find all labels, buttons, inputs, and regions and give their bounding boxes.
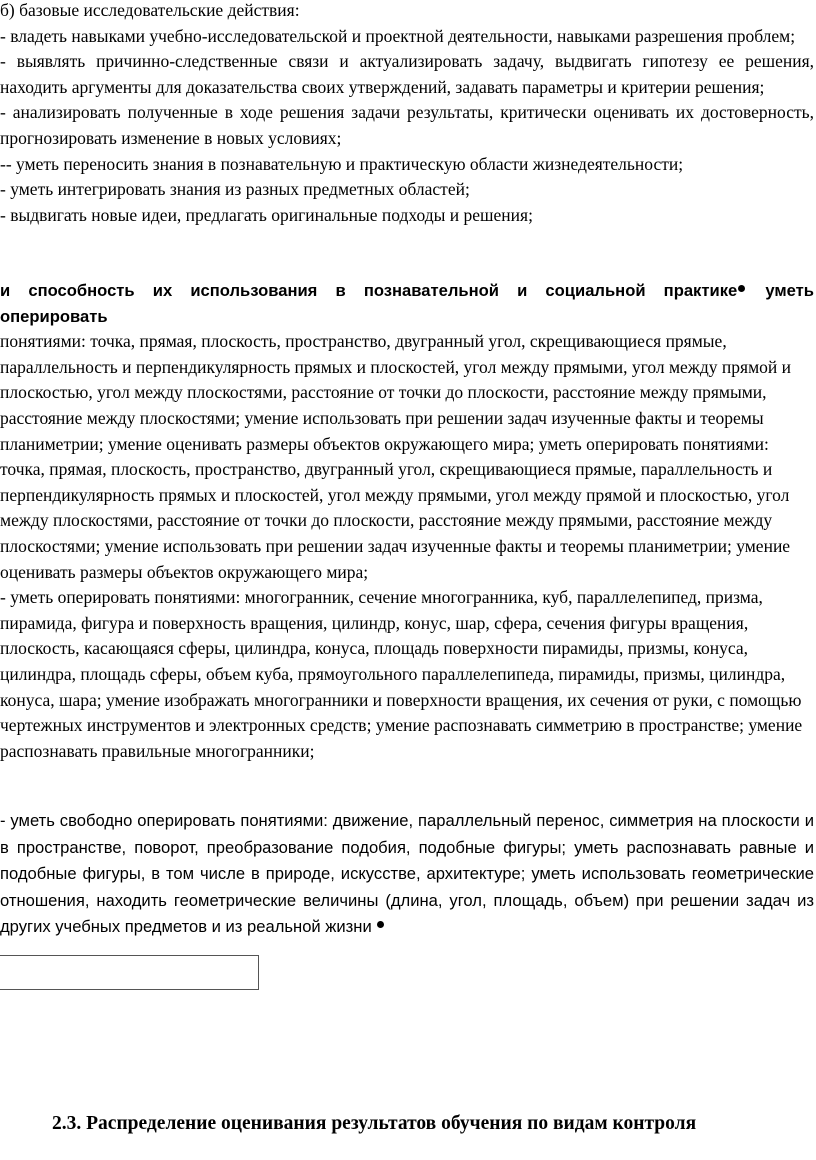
list-item: - выявлять причинно-следственные связи и актуализировать задачу, выдвигать гипотезу ее решения, находить аргументы для доказательства своих утверждений, задавать параметры и критерии решения;	[0, 51, 814, 97]
research-actions-block	[0, 0, 814, 228]
research-actions-heading: б) базовые исследовательские действия:	[0, 0, 300, 20]
concepts-lead-text: и способность их использования в познавательной и социальной практике	[0, 281, 738, 300]
concepts-paragraph: понятиями: точка, прямая, плоскость, пространство, двугранный угол, скрещивающиеся прямые, параллельность и перпендикулярность прямых и плоскостей, угол между прямыми, угол между прямой и плоскостью, угол между плоскостями, расстояние от точки до плоскости, расстояние между прямыми, расстояние между плоскостями; умение использовать при решении задач изученные факты и теоремы планиметрии; умение оценивать размеры объектов окружающего мира; уметь оперировать понятиями: точка, прямая, плоскость, пространство, двугранный угол, скрещивающиеся прямые, параллельность и перпендикулярность прямых и плоскостей, угол между прямыми, угол между прямой и плоскостью, угол между плоскостями, расстояние от точки до плоскости, расстояние между прямыми, расстояние между плоскостями; умение использовать при решении задач изученные факты и теоремы планиметрии; умение оценивать размеры объектов окружающего мира;	[0, 331, 792, 582]
empty-frame	[0, 955, 259, 990]
list-item: - выдвигать новые идеи, предлагать оригинальные подходы и решения;	[0, 204, 533, 225]
transformations-paragraph	[0, 808, 814, 941]
concepts-lead-line	[0, 278, 814, 329]
list-item: - владеть навыками учебно-исследовательской и проектной деятельности, навыками разрешения проблем;	[0, 25, 796, 46]
list-item: - анализировать полученные в ходе решения задачи результаты, критически оценивать их достоверность, прогнозировать изменение в новых условиях;	[0, 102, 814, 148]
concepts-block	[0, 278, 814, 764]
bullet-icon	[377, 921, 384, 928]
polyhedra-paragraph: - уметь оперировать понятиями: многогранник, сечение многогранника, куб, параллелепипед, призма, пирамида, фигура и поверхность вращения, цилиндр, конус, шар, сфера, сечения фигуры вращения, плоскость, касающаяся сферы, цилиндра, конуса, площадь поверхности пирамиды, призмы, конуса, цилиндра, площадь сферы, объем куба, прямоугольного параллелепипеда, пирамиды, призмы, цилиндра, конуса, шара; умение изображать многогранники и поверхности вращения, их сечения от руки, с помощью чертежных инструментов и электронных средств; умение распознавать симметрию в пространстве; умение распознавать правильные многогранники;	[0, 587, 803, 761]
list-item: -- уметь переносить знания в познавательную и практическую области жизнедеятельности;	[0, 153, 684, 174]
transformations-text: - уметь свободно оперировать понятиями: движение, параллельный перенос, симметрия на плоскости и в пространстве, поворот, преобразование подобия, подобные фигуры; уметь распознавать равные и подобные фигуры, в том числе в природе, искусстве, архитектуре; уметь использовать геометрические отношения, находить геометрические величины (длина, угол, площадь, объем) при решении задач из других учебных предметов и из реальной жизни	[0, 811, 814, 936]
bullet-icon	[738, 285, 745, 292]
transformations-block	[0, 808, 814, 941]
section-title: 2.3. Распределение оценивания результатов обучения по видам контроля	[52, 1113, 697, 1134]
concepts-lead-tail: уметь оперировать	[0, 281, 815, 326]
list-item: - уметь интегрировать знания из разных предметных областей;	[0, 179, 470, 200]
